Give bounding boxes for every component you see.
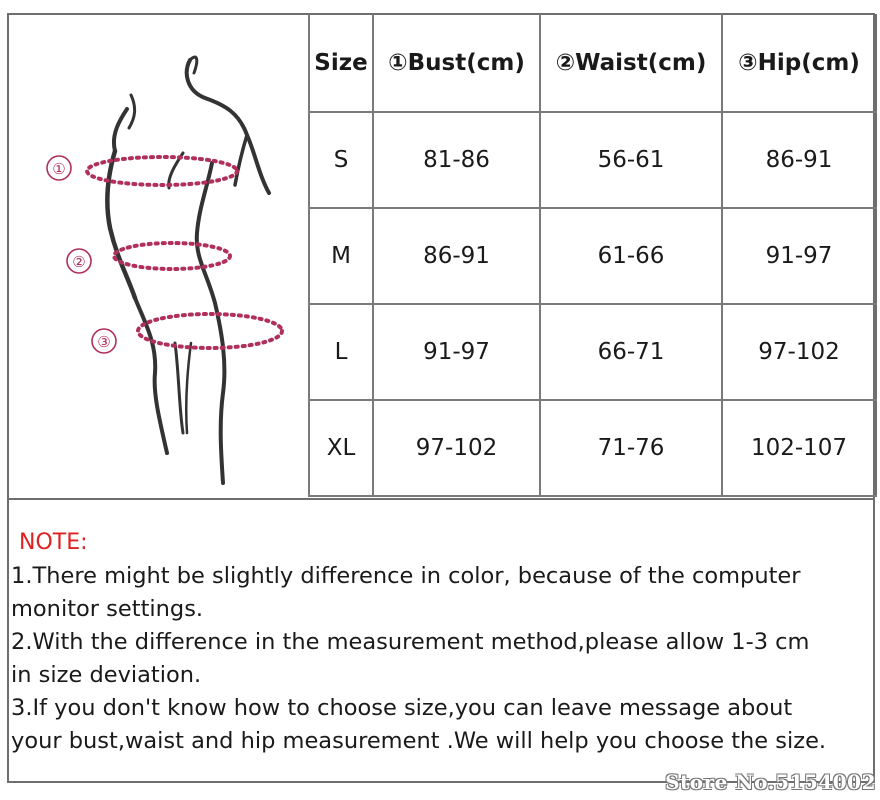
header-hip: ③Hip(cm) (722, 14, 876, 112)
table-row (309, 400, 876, 496)
header-waist: ②Waist(cm) (540, 14, 722, 112)
table-row (309, 112, 876, 208)
note-line: 2.With the difference in the measurement method,please allow 1-3 cm (11, 629, 810, 655)
note-line: 3.If you don't know how to choose size,you can leave message about (11, 695, 793, 721)
table-row (309, 304, 876, 400)
size-cell: L (309, 304, 373, 400)
note-line: 1.There might be slightly difference in color, because of the computer (11, 563, 801, 589)
waist-cell: 71-76 (540, 400, 722, 496)
body-silhouette-icon (7, 13, 309, 499)
header-size: Size (309, 14, 373, 112)
note-title: NOTE: (19, 530, 88, 555)
hip-cell: 86-91 (722, 112, 876, 208)
note-line: in size deviation. (11, 662, 202, 688)
marker-1-label: ① (52, 160, 66, 178)
bust-cell: 86-91 (373, 208, 540, 304)
size-cell: XL (309, 400, 373, 496)
header-bust: ①Bust(cm) (373, 14, 540, 112)
body-figure-panel (7, 13, 309, 499)
hip-cell: 97-102 (722, 304, 876, 400)
waist-cell: 56-61 (540, 112, 722, 208)
size-cell: S (309, 112, 373, 208)
hip-cell: 102-107 (722, 400, 876, 496)
note-line: your bust,waist and hip measurement .We will help you choose the size. (11, 728, 827, 754)
store-watermark: Store No.5154002 (665, 770, 876, 794)
hip-cell: 91-97 (722, 208, 876, 304)
bust-cell: 81-86 (373, 112, 540, 208)
size-cell: M (309, 208, 373, 304)
note-line: monitor settings. (11, 596, 204, 622)
size-table (308, 14, 877, 497)
bust-cell: 97-102 (373, 400, 540, 496)
marker-2-label: ② (72, 253, 86, 271)
bust-cell: 91-97 (373, 304, 540, 400)
marker-3-label: ③ (97, 333, 111, 351)
waist-cell: 66-71 (540, 304, 722, 400)
section-divider (7, 498, 875, 500)
notes-section (11, 528, 871, 758)
waist-cell: 61-66 (540, 208, 722, 304)
table-row (309, 208, 876, 304)
table-header-row (309, 14, 876, 112)
